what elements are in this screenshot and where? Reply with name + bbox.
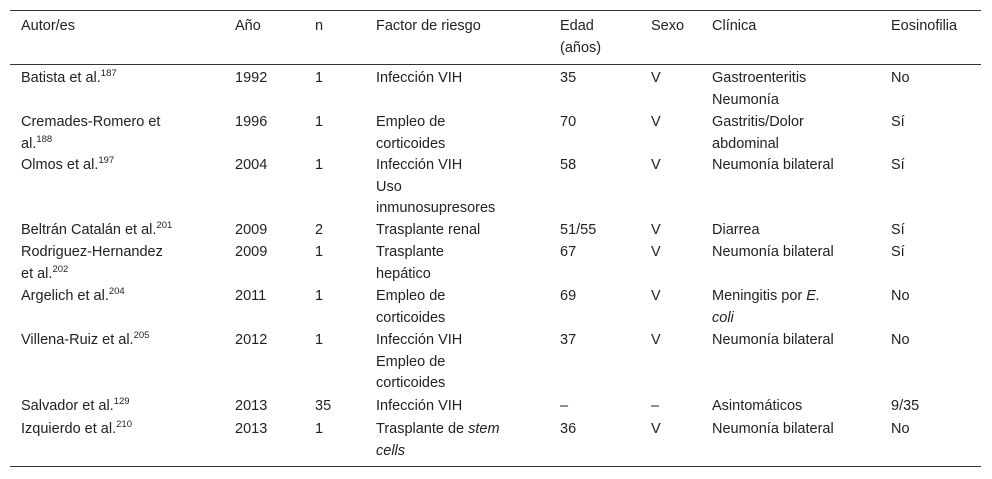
cell-eosinofilia: No [891,332,910,348]
cell-factor: Empleo de corticoides [376,288,446,326]
cell-edad: 37 [560,332,577,348]
cell-factor: Infección VIH [376,398,463,414]
cell-n: 1 [315,421,324,437]
cell-autor: Rodriguez-Hernandez et al.$^{202}$ [21,244,163,282]
cell-sexo: V [651,288,661,304]
cell-sexo: V [651,70,661,86]
cell-ano: 1992 [235,70,268,86]
cell-sexo: V [651,114,661,130]
cell-clinica: Neumonía bilateral [712,244,834,260]
cell-edad: 69 [560,288,577,304]
cell-ano: 1996 [235,114,268,130]
cell-ano: 2013 [235,398,268,414]
cell-eosinofilia: No [891,421,910,437]
cell-ano: 2012 [235,332,268,348]
cell-factor: Infección VIH Empleo de corticoides [376,332,463,391]
cell-factor: Trasplante renal [376,222,481,238]
cell-sexo: V [651,421,661,437]
header-sexo: Sexo [651,18,685,34]
cell-clinica: Neumonía bilateral [712,157,834,173]
cell-sexo: V [651,332,661,348]
cell-autor: Olmos et al.$^{197}$ [21,155,115,173]
cell-edad: 35 [560,70,577,86]
cell-eosinofilia: Sí [891,244,905,260]
cell-factor: Infección VIH [376,70,463,86]
cell-ano: 2009 [235,244,268,260]
cell-autor: Salvador et al.$^{129}$ [21,396,130,414]
cell-n: 1 [315,114,324,130]
cell-sexo: V [651,244,661,260]
cell-clinica: Asintomáticos [712,398,803,414]
cell-autor: Beltrán Catalán et al.$^{201}$ [21,220,173,238]
cell-ano: 2009 [235,222,268,238]
cell-edad: 70 [560,114,577,130]
cell-eosinofilia: Sí [891,114,905,130]
cell-n: 1 [315,332,324,348]
cell-factor: Infección VIH Uso inmunosupresores [376,157,496,216]
cell-n: 35 [315,398,332,414]
header-eosinofilia: Eosinofilia [891,18,958,34]
cell-sexo: – [651,398,660,414]
cell-clinica: Neumonía bilateral [712,421,834,437]
cell-sexo: V [651,157,661,173]
cell-factor: Trasplante de stem cells [376,421,500,459]
cell-edad: – [560,398,569,414]
cell-clinica: Meningitis por E. coli [712,288,820,326]
cell-sexo: V [651,222,661,238]
cell-n: 1 [315,157,324,173]
cell-clinica: Diarrea [712,222,760,238]
cell-autor: Argelich et al.$^{204}$ [21,286,125,304]
cell-n: 2 [315,222,324,238]
cell-clinica: Gastritis/Dolor abdominal [712,114,804,152]
cell-clinica: Gastroenteritis Neumonía [712,70,807,108]
cell-edad: 67 [560,244,577,260]
cell-n: 1 [315,244,324,260]
header-factor: Factor de riesgo [376,18,481,34]
cell-factor: Empleo de corticoides [376,114,446,152]
cell-eosinofilia: Sí [891,222,905,238]
header-edad: Edad (años) [560,18,602,56]
cell-factor: Trasplante hepático [376,244,444,282]
table-bottom-rule [10,466,981,467]
header-autor: Autor/es [21,18,75,34]
cell-eosinofilia: 9/35 [891,398,920,414]
cell-edad: 51/55 [560,222,597,238]
cell-ano: 2004 [235,157,268,173]
header-n: n [315,18,324,34]
cell-autor: Izquierdo et al.$^{210}$ [21,419,132,437]
cell-eosinofilia: Sí [891,157,905,173]
cell-n: 1 [315,288,324,304]
cell-autor: Villena-Ruiz et al.$^{205}$ [21,330,150,348]
cell-autor: Cremades-Romero et al.$^{188}$ [21,114,161,152]
cell-edad: 58 [560,157,577,173]
cell-edad: 36 [560,421,577,437]
cell-eosinofilia: No [891,70,910,86]
cell-eosinofilia: No [891,288,910,304]
header-rule [10,64,981,65]
cell-clinica: Neumonía bilateral [712,332,834,348]
cell-ano: 2013 [235,421,268,437]
cell-n: 1 [315,70,324,86]
table-top-rule [10,10,981,11]
cell-ano: 2011 [235,288,267,304]
cell-autor: Batista et al.$^{187}$ [21,68,117,86]
header-clinica: Clínica [712,18,757,34]
header-ano: Año [235,18,261,34]
